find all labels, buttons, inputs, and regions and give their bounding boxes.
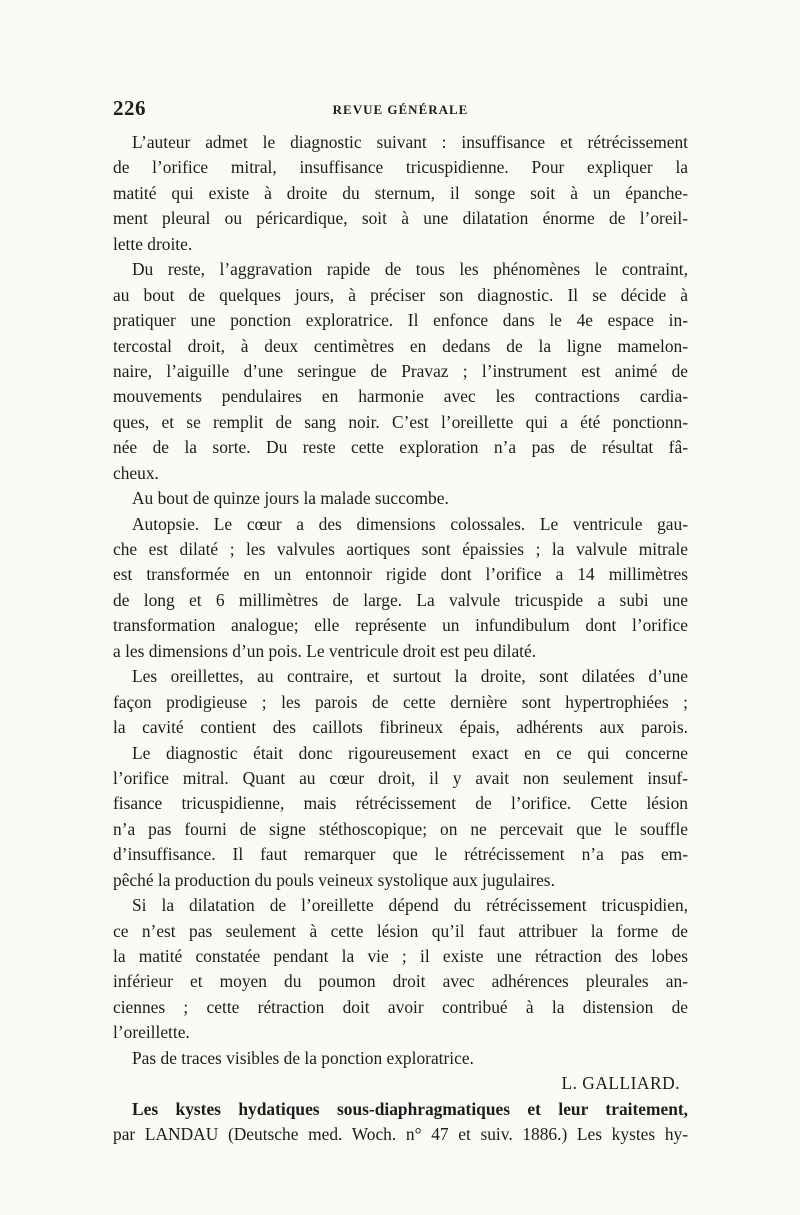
text-line: au bout de quelques jours, à préciser son diagnostic. Il se décide à [113, 284, 688, 305]
text-line: par LANDAU (Deutsche med. Woch. n° 47 et suiv. 1886.) Les kystes hy- [113, 1124, 688, 1145]
text-line: n’a pas fourni de signe stéthoscopique; on ne percevait que le souffle [113, 818, 688, 839]
text-line: Du reste, l’aggravation rapide de tous les phénomènes le contraint, [132, 259, 688, 280]
text-line: tercostal droit, à deux centimètres en dedans de la ligne mamelon- [113, 335, 688, 356]
text-line: ciennes ; cette rétraction doit avoir contribué à la distension de [113, 996, 688, 1017]
text-line: lette droite. [113, 233, 193, 254]
article-title-line: Les kystes hydatiques sous-diaphragmatiques et leur traitement, [132, 1098, 688, 1119]
text-line: de long et 6 millimètres de large. La valvule tricuspide a subi une [113, 589, 688, 610]
text-line: naire, l’aiguille d’une seringue de Pravaz ; l’instrument est animé de [113, 360, 688, 381]
text-line: matité qui existe à droite du sternum, il songe soit à un épanche- [113, 182, 688, 203]
text-line: l’oreillette. [113, 1022, 190, 1043]
text-line: la matité constatée pendant la vie ; il existe une rétraction des lobes [113, 946, 688, 966]
text-line: fisance tricuspidienne, mais rétrécissement de l’orifice. Cette lésion [113, 793, 688, 814]
text-line: inférieur et moyen du poumon droit avec adhérences pleurales an- [113, 971, 688, 992]
text-line: pratiquer une ponction exploratrice. Il enfonce dans le 4e espace in- [113, 310, 688, 331]
text-line: pêché la production du pouls veineux systolique aux jugulaires. [113, 869, 555, 890]
text-line: ce n’est pas seulement à cette lésion qu’il faut attribuer la forme de [113, 920, 688, 941]
text-line: l’orifice mitral. Quant au cœur droit, il y avait non seulement insuf- [113, 767, 688, 788]
text-line: a les dimensions d’un pois. Le ventricule droit est peu dilaté. [113, 640, 537, 661]
page-number: 226 [113, 96, 146, 120]
text-line: mouvements pendulaires en harmonie avec les contractions cardia- [113, 386, 688, 407]
text-line: transformation analogue; elle représente un infundibulum dont l’orifice [113, 615, 688, 636]
running-title: REVUE GÉNÉRALE [332, 102, 469, 117]
text-line: la cavité contient des caillots fibrineux épais, adhérents aux parois. [113, 717, 688, 738]
text-line: Le diagnostic était donc rigoureusement exact en ce qui concerne [132, 742, 688, 763]
text-line: Si la dilatation de l’oreillette dépend du rétrécissement tricuspidien, [132, 895, 688, 916]
text-line: Les oreillettes, au contraire, et surtout la droite, sont dilatées d’une [132, 666, 688, 687]
text-line: de l’orifice mitral, insuffisance tricuspidienne. Pour expliquer la [113, 157, 688, 178]
text-line: ques, et se remplit de sang noir. C’est l’oreillette qui a été ponctionn- [113, 411, 688, 432]
text-line: Au bout de quinze jours la malade succombe. [132, 488, 449, 509]
text-line: cheux. [113, 462, 159, 483]
text-line: Autopsie. Le cœur a des dimensions colossales. Le ventricule gau- [132, 513, 688, 534]
text-line: L’auteur admet le diagnostic suivant : insuffisance et rétrécissement [132, 132, 688, 152]
page-header [113, 96, 688, 126]
text-line: Pas de traces visibles de la ponction exploratrice. [132, 1047, 474, 1068]
text-line: est transformée en un entonnoir rigide dont l’orifice a 14 millimètres [113, 564, 688, 585]
text-line: che est dilaté ; les valvules aortiques sont épaissies ; la valvule mitrale [113, 539, 688, 559]
body-text [113, 130, 688, 1148]
text-line: d’insuffisance. Il faut remarquer que le rétrécissement n’a pas em- [113, 844, 688, 865]
text-line: ment pleural ou péricardique, soit à une dilatation énorme de l’oreil- [113, 208, 688, 229]
text-line: née de la sorte. Du reste cette exploration n’a pas de résultat fâ- [113, 437, 688, 458]
author-signature: L. GALLIARD. [561, 1073, 680, 1094]
text-line: façon prodigieuse ; les parois de cette dernière sont hypertrophiées ; [113, 691, 688, 712]
